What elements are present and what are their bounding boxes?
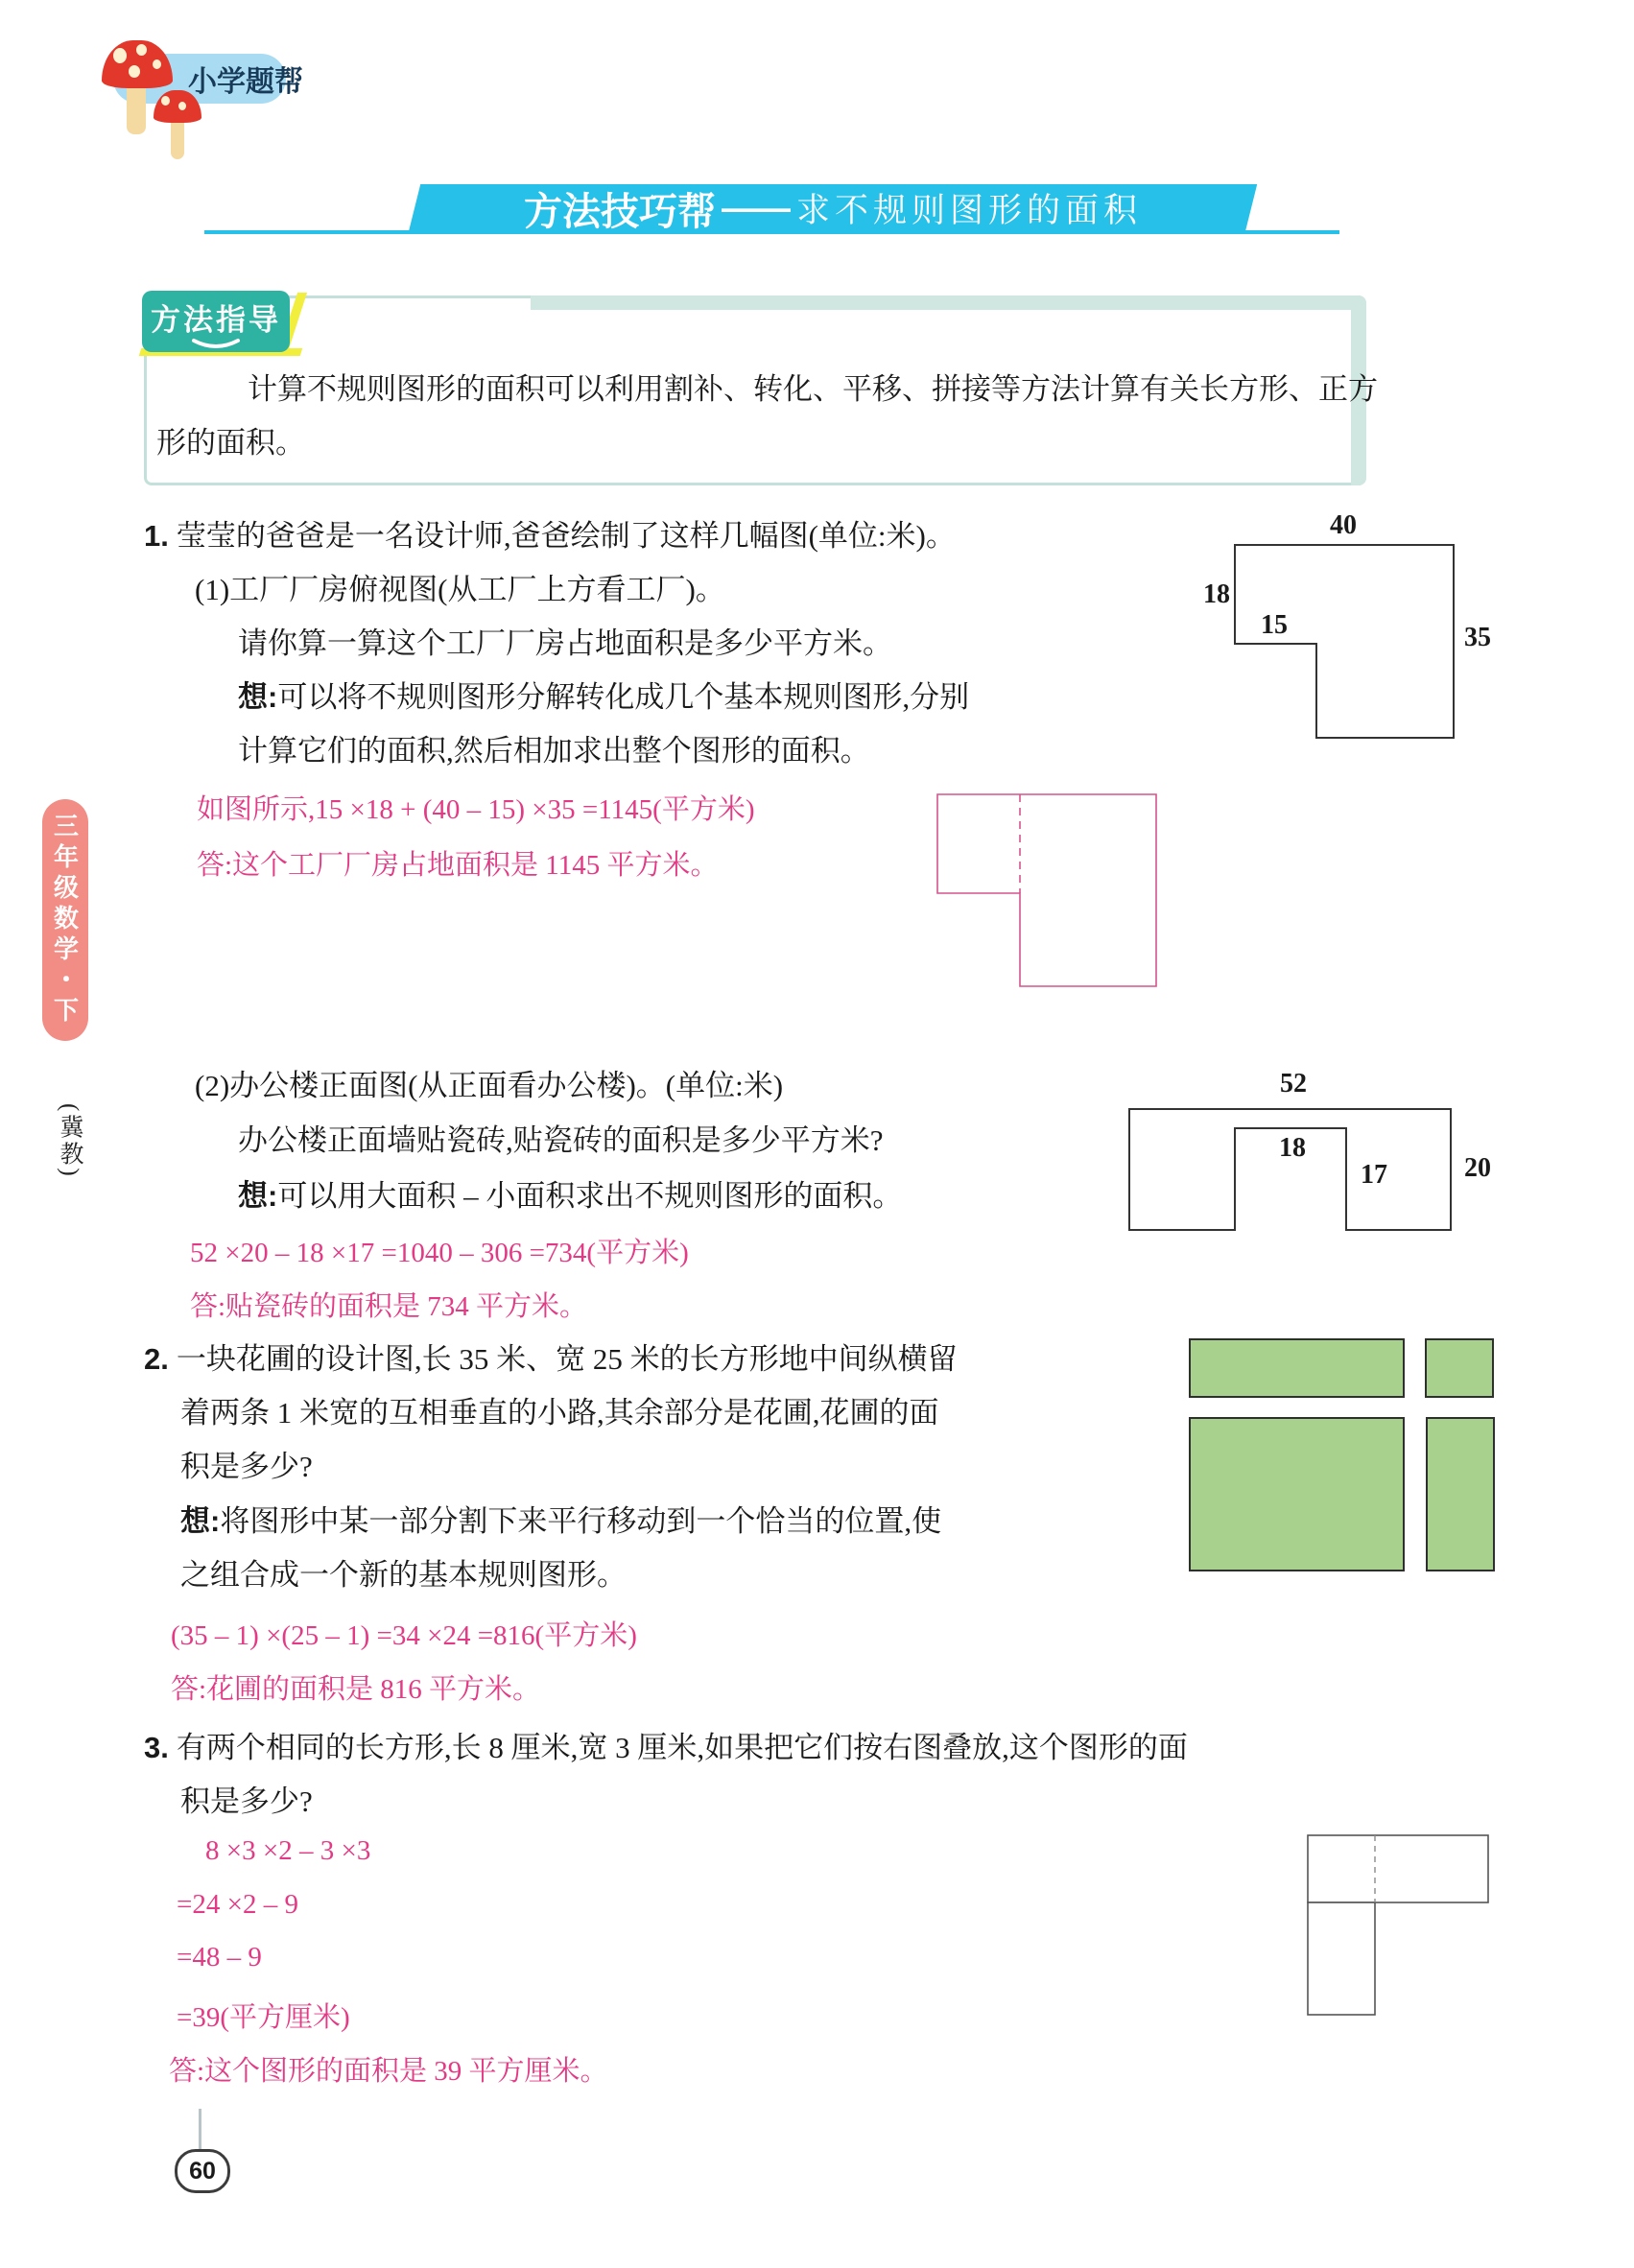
small-mushroom-icon: [152, 88, 205, 165]
problem3-calc-step1: 8 ×3 ×2 – 3 ×3: [205, 1835, 371, 1866]
page-number-badge: [175, 2149, 230, 2193]
problem3-answer: 答:这个图形的面积是 39 平方厘米。: [169, 2056, 608, 2087]
problem2-think1: 想:将图形中某一部分割下来平行移动到一个恰当的位置,使: [180, 1504, 942, 1538]
garden-paths-figure: [1180, 1329, 1506, 1583]
section-title: [414, 184, 1251, 232]
svg-text:18: 18: [1203, 579, 1230, 609]
sidebar-edition-label: (冀教): [57, 1103, 83, 1179]
svg-text:15: 15: [1261, 610, 1288, 640]
problem2-line1: 2. 一块花圃的设计图,长 35 米、宽 25 米的长方形地中间纵横留: [144, 1342, 958, 1376]
problem3-line2: 积是多少?: [180, 1784, 313, 1818]
page-number: 60: [189, 2157, 216, 2185]
problem1-part2-think: 想:可以用大面积 – 小面积求出不规则图形的面积。: [238, 1179, 903, 1213]
problem3-calc-step4: =39(平方厘米): [177, 2002, 350, 2033]
problem1-intro: 1. 莹莹的爸爸是一名设计师,爸爸绘制了这样几幅图(单位:米)。: [144, 519, 956, 553]
problem1-part1-think2: 计算它们的面积,然后相加求出整个图形的面积。: [238, 734, 870, 768]
problem2-number: 2.: [144, 1342, 169, 1376]
svg-text:20: 20: [1464, 1153, 1491, 1183]
problem1-part1-calculation: 如图所示,15 ×18 + (40 – 15) ×35 =1145(平方米): [197, 794, 755, 825]
sidebar-grade-label: 三年级数学・下: [50, 813, 80, 1028]
section-title-dash: ——: [721, 188, 791, 227]
stacked-rectangles-figure: [1300, 1828, 1506, 2029]
svg-text:35: 35: [1464, 623, 1491, 652]
problem1-number: 1.: [144, 519, 169, 553]
svg-text:17: 17: [1361, 1160, 1387, 1190]
badge-wave-icon: [191, 337, 241, 350]
method-guide-badge: [142, 291, 290, 352]
guide-text-line1: 计算不规则图形的面积可以利用割补、转化、平移、拼接等方法计算有关长方形、正方: [248, 372, 1378, 406]
problem1-part1-think1: 想:可以将不规则图形分解转化成几个基本规则图形,分别: [238, 680, 970, 714]
problem3-line1: 3. 有两个相同的长方形,长 8 厘米,宽 3 厘米,如果把它们按右图叠放,这个图形的面: [144, 1731, 1188, 1764]
section-title-sub: 求不规则图形的面积: [795, 192, 1142, 229]
problem1-part1-answer: 答:这个工厂厂房占地面积是 1145 平方米。: [197, 850, 719, 881]
page-number-tick: [199, 2109, 201, 2149]
problem2-line2: 着两条 1 米宽的互相垂直的小路,其余部分是花圃,花圃的面: [180, 1396, 939, 1429]
problem1-part2-head: (2)办公楼正面图(从正面看办公楼)。(单位:米): [195, 1069, 784, 1102]
problem1-part1-head: (1)工厂厂房俯视图(从工厂上方看工厂)。: [195, 573, 725, 606]
svg-text:52: 52: [1280, 1069, 1307, 1099]
problem2-calculation: (35 – 1) ×(25 – 1) =34 ×24 =816(平方米): [171, 1620, 637, 1651]
problem2-think2: 之组合成一个新的基本规则图形。: [180, 1558, 627, 1592]
svg-text:18: 18: [1279, 1133, 1306, 1163]
problem1-part2-answer: 答:贴瓷砖的面积是 734 平方米。: [190, 1291, 588, 1322]
problem2-answer: 答:花圃的面积是 816 平方米。: [171, 1674, 541, 1705]
problem3-number: 3.: [144, 1731, 169, 1764]
svg-text:40: 40: [1330, 510, 1357, 540]
problem3-calc-step2: =24 ×2 – 9: [177, 1889, 298, 1920]
guide-text-line2: 形的面积。: [156, 426, 305, 460]
problem1-part1-question: 请你算一算这个工厂厂房占地面积是多少平方米。: [238, 626, 892, 660]
factory-floorplan-figure: [1199, 508, 1506, 758]
section-title-main: 方法技巧帮: [523, 190, 716, 233]
problem2-line3: 积是多少?: [180, 1450, 313, 1483]
answer-split-figure: [912, 777, 1171, 998]
method-guide-badge-label: 方法指导: [151, 303, 281, 337]
problem3-calc-step3: =48 – 9: [177, 1942, 262, 1973]
sidebar-grade-tab: [42, 799, 88, 1041]
problem1-part2-calculation: 52 ×20 – 18 ×17 =1040 – 306 =734(平方米): [190, 1238, 689, 1268]
office-front-figure: [1113, 1055, 1516, 1247]
guide-box-top-band: [531, 295, 1356, 310]
logo-title: 小学题帮: [188, 66, 303, 98]
problem1-part2-question: 办公楼正面墙贴瓷砖,贴瓷砖的面积是多少平方米?: [238, 1123, 884, 1157]
